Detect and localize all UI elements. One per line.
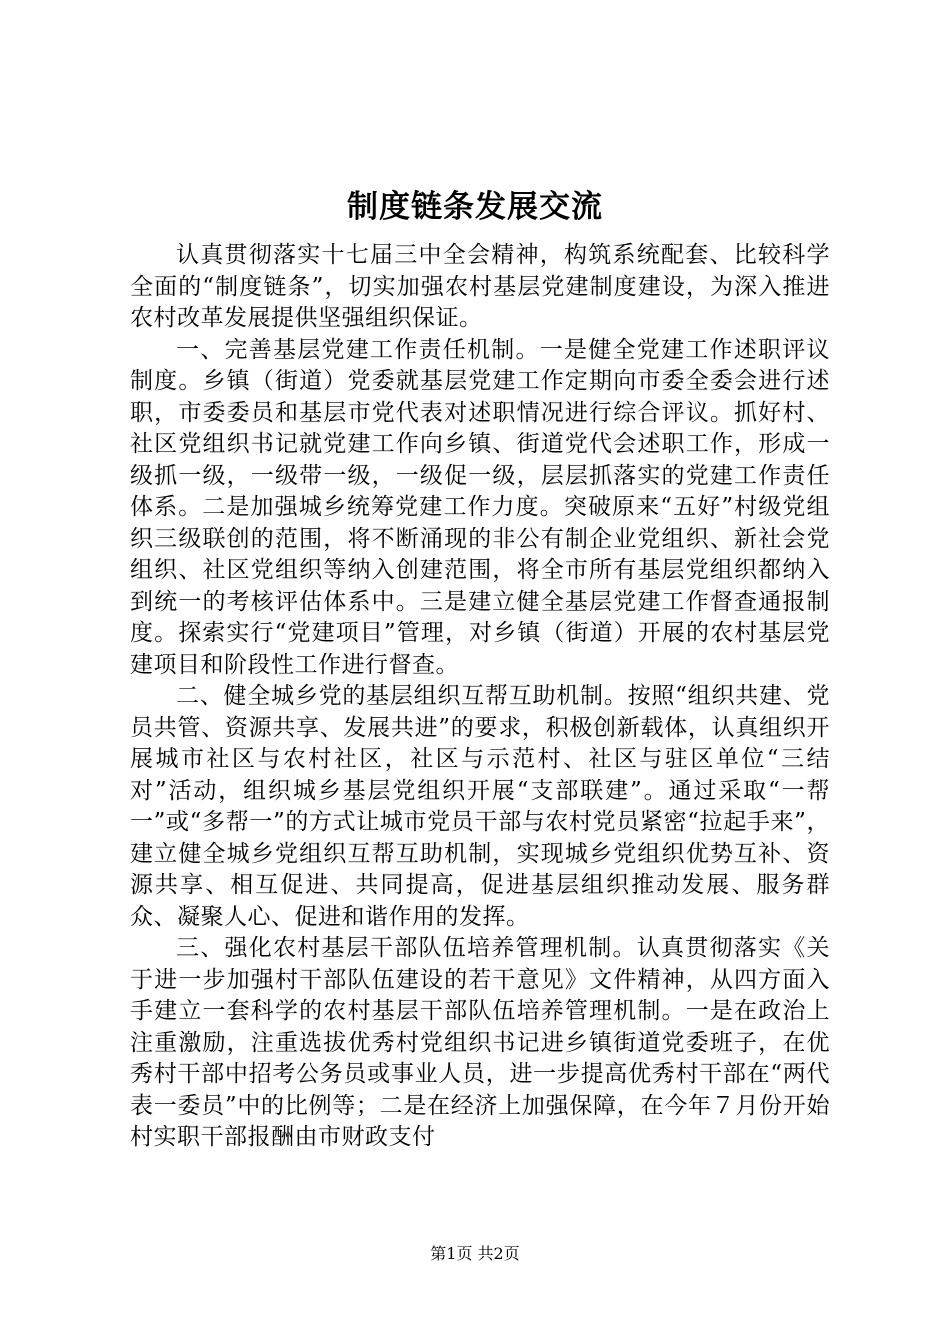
- paragraph-section-1: 一、完善基层党建工作责任机制。一是健全党建工作述职评议制度。乡镇（街道）党委就基层党建工作定期向市委全委会进行述职，市委委员和基层市党代表对述职情况进行综合评议。抓好村、社区党组织书记就党建工作向乡镇、街道党代会述职工作，形成一级抓一级，一级带一级，一级促一级，层层抓落实的党建工作责任体系。二是加强城乡统筹党建工作力度。突破原来“五好”村级党组织三级联创的范围，将不断涌现的非公有制企业党组织、新社会党组织、社区党组织等纳入创建范围，将全市所有基层党组织都纳入到统一的考核评估体系中。三是建立健全基层党建工作督查通报制度。探索实行“党建项目”管理，对乡镇（街道）开展的农村基层党建项目和阶段性工作进行督查。: [130, 336, 830, 678]
- page-footer: 第1页 共2页: [430, 1244, 520, 1263]
- paragraph-section-3: 三、强化农村基层干部队伍培养管理机制。认真贯彻落实《关于进一步加强村干部队伍建设的若干意见》文件精神，从四方面入手建立一套科学的农村基层干部队伍培养管理机制。一是在政治上注重激励，注重选拔优秀村党组织书记进乡镇街道党委班子，在优秀村干部中招考公务员或事业人员，进一步提高优秀村干部在“两代表一委员”中的比例等；二是在经济上加强保障，在今年７月份开始村实职干部报酬由市财政支付: [130, 935, 830, 1150]
- paragraph-section-2: 二、健全城乡党的基层组织互帮互助机制。按照“组织共建、党员共管、资源共享、发展共进”的要求，积极创新载体，认真组织开展城市社区与农村社区，社区与示范村、社区与驻区单位“三结对”活动，组织城乡基层党组织开展“支部联建”。通过采取“一帮一”或“多帮一”的方式让城市党员干部与农村党员紧密“拉起手来”，建立健全城乡党组织互帮互助机制，实现城乡党组织优势互补、资源共享、相互促进、共同提高，促进基层组织推动发展、服务群众、凝聚人心、促进和谐作用的发挥。: [130, 683, 830, 930]
- document-body: [130, 240, 830, 1154]
- document-title: 制度链条发展交流: [347, 189, 603, 225]
- paragraph-intro: 认真贯彻落实十七届三中全会精神，构筑系统配套、比较科学全面的“制度链条”，切实加强农村基层党建制度建设，为深入推进农村改革发展提供坚强组织保证。: [130, 242, 830, 331]
